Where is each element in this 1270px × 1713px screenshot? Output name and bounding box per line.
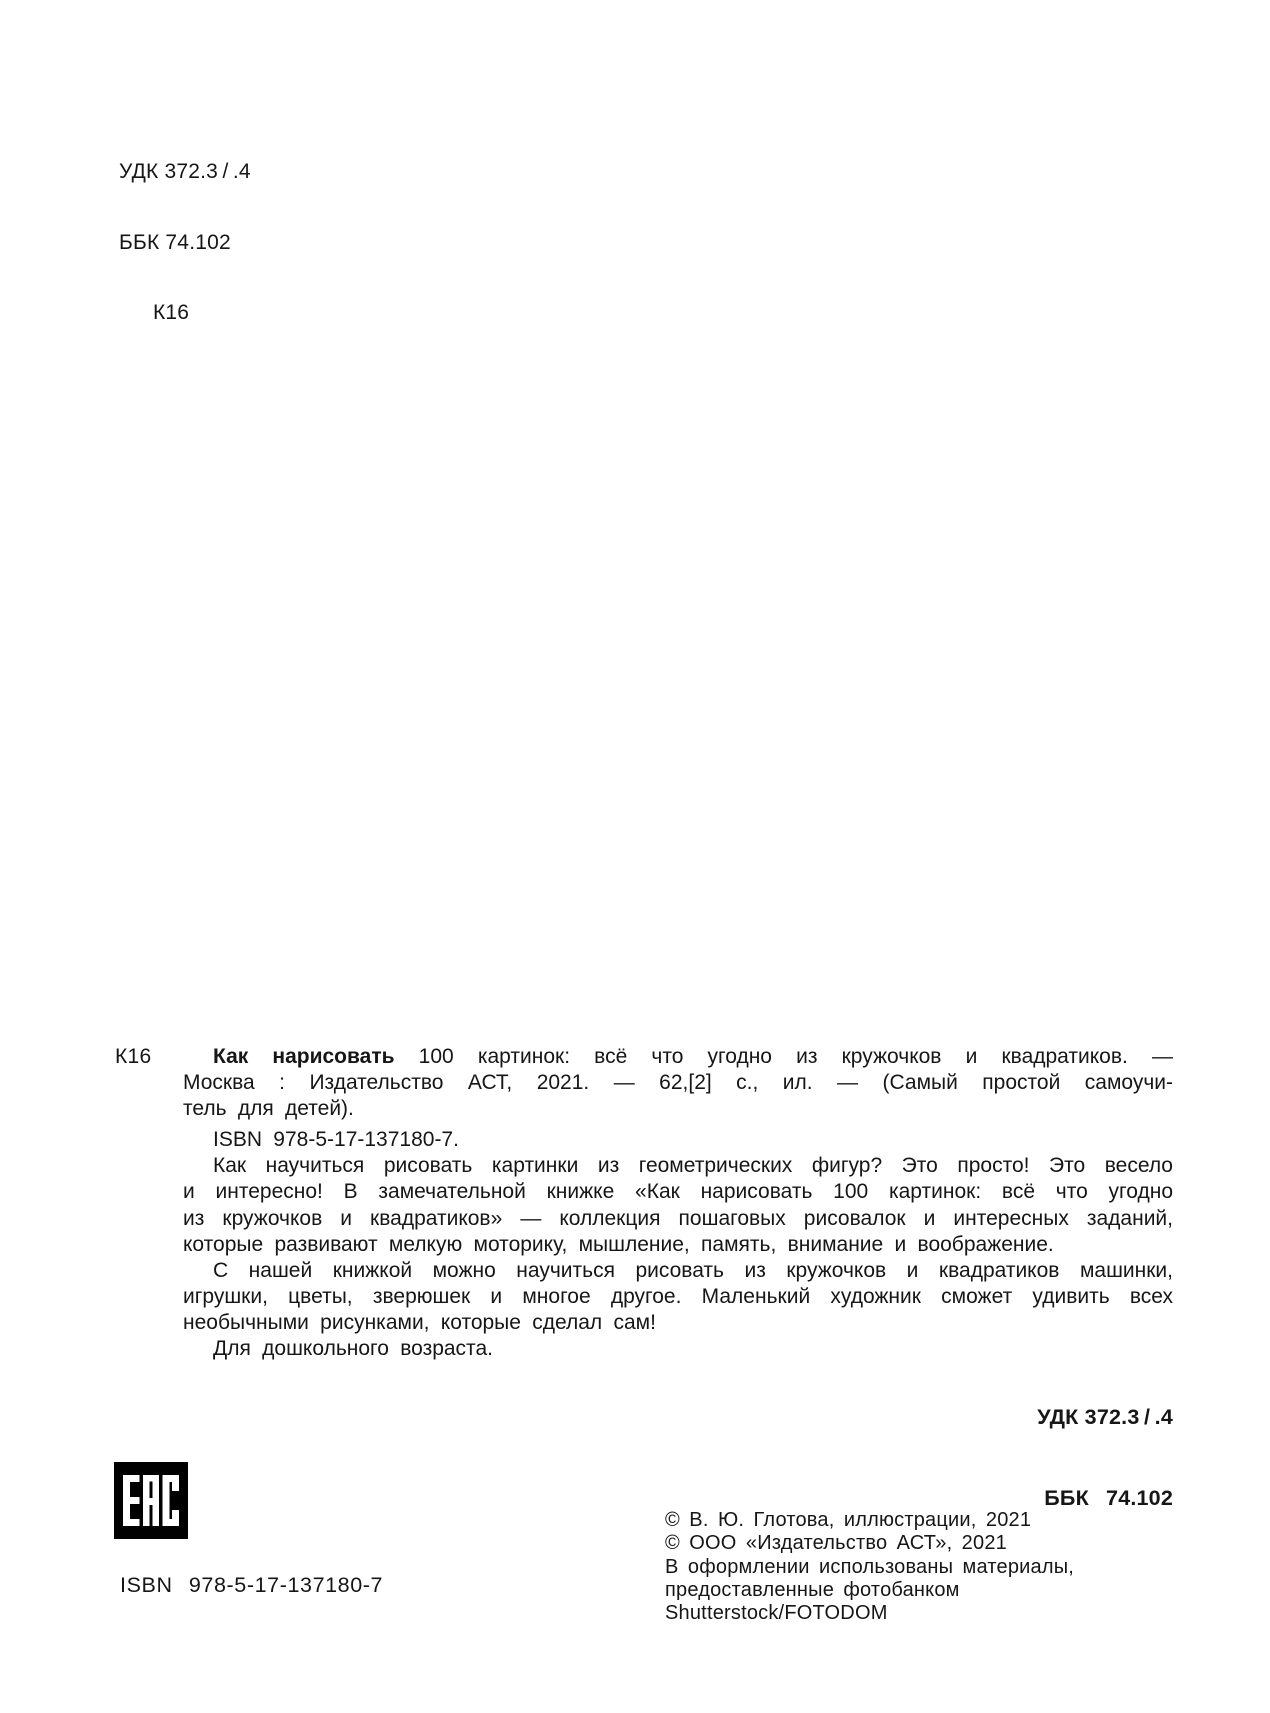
copyright-line: © В. Ю. Глотова, иллюстрации, 2021 [665, 1509, 1032, 1531]
bbk-code: ББК 74.102 [119, 230, 231, 254]
catalog-card-lines [183, 1044, 1173, 1362]
udk-code-bold: УДК 372.3 / .4 [1037, 1405, 1173, 1429]
catalog-card [115, 1044, 1173, 1362]
catalog-card-line: и интересно! В замечательной книжке «Как нарисовать 100 картинок: всё что угодно [183, 1180, 1173, 1204]
catalog-card-line: которые развивают мелкую моторику, мышление, память, внимание и воображение. [183, 1232, 1054, 1256]
catalog-card-label: К16 [115, 1045, 152, 1068]
copyright-line: предоставленные фотобанком Shutterstock/FOTODOM [665, 1578, 960, 1625]
author-sign-code: К16 [153, 301, 190, 324]
copyright-block [665, 1509, 1185, 1625]
catalog-card-line: необычными рисунками, которые сделал сам! [183, 1310, 656, 1334]
catalog-card-line: Как нарисовать 100 картинок: всё что угодно из кружочков и квадратиков. — [213, 1045, 1173, 1068]
isbn-line: ISBN 978-5-17-137180-7 [120, 1573, 384, 1597]
bbk-code-bold: ББК 74.102 [1044, 1486, 1173, 1510]
catalog-card-line: игрушки, цветы, зверюшек и многое другое. Маленький художник сможет удивить всех [183, 1284, 1173, 1308]
top-codes-block [119, 113, 251, 372]
copyright-line: © ООО «Издательство АСТ», 2021 [665, 1532, 1007, 1555]
catalog-card-line: из кружочков и квадратиков» — коллекция пошаговых рисовалок и интересных заданий, [183, 1206, 1173, 1230]
catalog-card-line: тель для детей). [183, 1097, 354, 1121]
udk-code: УДК 372.3 / .4 [119, 160, 251, 183]
catalog-card-line: ISBN 978-5-17-137180-7. [213, 1128, 459, 1152]
catalog-card-line: Как научиться рисовать картинки из геометрических фигур? Это просто! Это весело [213, 1154, 1173, 1178]
eac-conformity-mark-icon [114, 1462, 188, 1539]
catalog-card-line: Москва : Издательство АСТ, 2021. — 62,[2] с., ил. — (Самый простой самоучи- [183, 1071, 1173, 1095]
catalog-card-line: Для дошкольного возраста. [213, 1337, 493, 1361]
copyright-line: В оформлении использованы материалы, [665, 1555, 1075, 1578]
catalog-card-line: С нашей книжкой можно научиться рисовать из кружочков и квадратиков машинки, [213, 1258, 1173, 1282]
